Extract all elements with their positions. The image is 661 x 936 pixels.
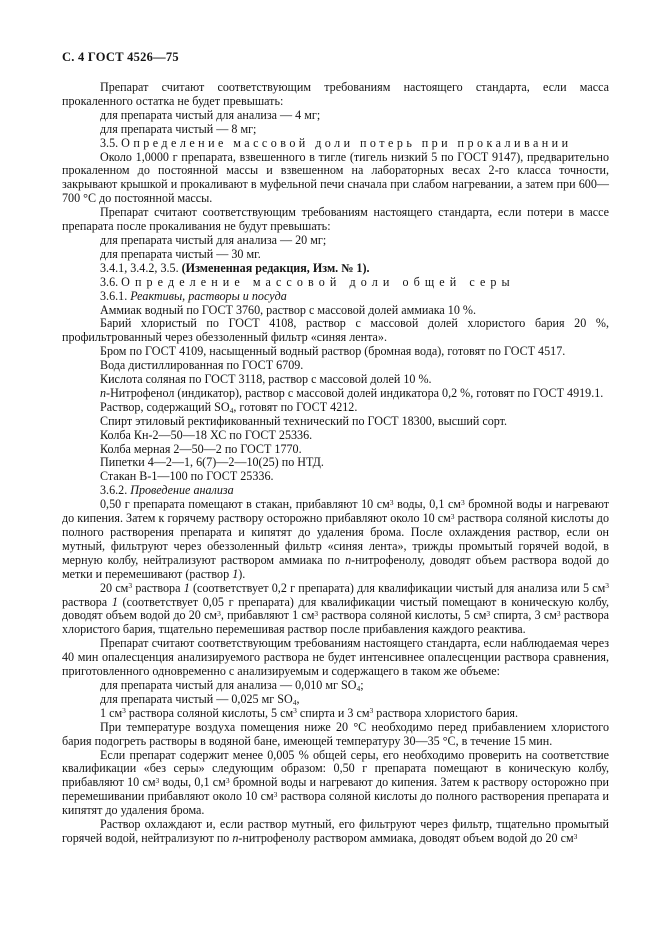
text-run: 3	[155, 775, 160, 785]
text-run: Спирт этиловый ректификованный технический по ГОСТ 18300, высший сорт.	[100, 413, 508, 428]
paragraph	[62, 151, 609, 207]
text-run: Кислота соляная по ГОСТ 3118, раствор с массовой долей 10 %.	[100, 372, 432, 387]
text-run: Раствор, содержащий SO	[100, 399, 230, 414]
section-heading	[62, 137, 609, 151]
paragraph	[62, 749, 609, 819]
paragraph	[62, 456, 609, 470]
list-line	[62, 693, 609, 707]
text-run: раствора	[62, 594, 112, 609]
text-run: (соответствует 0,05 г препарата) для квалификации чистый помещают в коническую колбу, доводят объем водой до 20 см	[62, 594, 609, 623]
text-run: раствора	[132, 580, 184, 595]
list-line	[62, 248, 609, 262]
text-run: для препарата чистый — 0,025 мг SO	[100, 691, 293, 706]
paragraph	[62, 818, 609, 846]
paragraph	[62, 81, 609, 109]
amendment-note	[62, 262, 609, 276]
text-run: Препарат считают соответствующим требованиям настоящего стандарта, если потери в массе препарата после прокаливания не будут превышать:	[62, 205, 609, 234]
text-run: Барий хлористый по ГОСТ 4108, раствор с массовой долей хлористого бария 20 %, профильтрованный через обеззоленный фильтр «синяя лента».	[62, 316, 609, 345]
text-run: Пипетки 4—2—1, 6(7)—2—10(25) по НТД.	[100, 455, 324, 470]
text-run: Аммиак водный по ГОСТ 3760, раствор с массовой долей аммиака 10 %.	[100, 302, 477, 317]
text-run: раствора хлористого бария.	[373, 705, 518, 720]
text-run: 3	[293, 706, 297, 716]
text-run: 4	[229, 405, 234, 415]
text-run: (соответствует 0,2 г препарата) для квалификации чистый для анализа или 5 см	[189, 580, 606, 595]
text-run: бромной воды и нагревают до кипения. Затем к горячему раствору осторожно прибавляют около 10 см	[62, 497, 609, 526]
text-run: для препарата чистый для анализа — 4 мг;	[100, 107, 321, 122]
document-body	[62, 81, 609, 846]
text-run: 1	[183, 580, 190, 595]
text-run: Стакан В-1—100 по ГОСТ 25336.	[100, 469, 274, 484]
text-run: для препарата чистый — 30 мг.	[100, 246, 261, 261]
text-run: Реактивы, растворы и посуда	[130, 288, 287, 303]
text-run: 0,50 г препарата помещают в стакан, прибавляют 10 см	[100, 497, 390, 512]
list-line	[62, 679, 609, 693]
list-line	[62, 234, 609, 248]
text-run: для препарата чистый для анализа — 20 мг;	[100, 232, 327, 247]
text-run: для препарата чистый для анализа — 0,010 мг SO	[100, 677, 357, 692]
text-run: 3.6.1.	[100, 288, 131, 303]
list-line	[62, 109, 609, 123]
text-run: , прибавляют 1 см	[220, 608, 315, 623]
text-run: п	[345, 552, 352, 567]
paragraph	[62, 429, 609, 443]
paragraph	[62, 721, 609, 749]
text-run: раствора соляной кислоты, 5 см	[318, 608, 487, 623]
text-run: 3	[556, 609, 561, 619]
text-run: воды, 0,1 см	[159, 775, 226, 790]
subsection-heading	[62, 290, 609, 304]
text-run: раствора соляной кислоты, 5 см	[125, 705, 294, 720]
text-run: 4	[356, 684, 361, 694]
text-run: 3	[460, 497, 465, 507]
section-heading	[62, 276, 609, 290]
text-run: 3	[573, 831, 578, 841]
text-run: Колба мерная 2—50—2 по ГОСТ 1770.	[100, 441, 302, 456]
text-run: 3	[314, 609, 319, 619]
text-run: 3	[217, 609, 221, 619]
text-run: спирта и 3 см	[296, 705, 370, 720]
paragraph	[62, 317, 609, 345]
page-header: С. 4 ГОСТ 4526—75	[62, 50, 179, 64]
text-run: (Измененная редакция, Изм. № 1).	[181, 260, 370, 275]
list-line	[62, 707, 609, 721]
paragraph	[62, 359, 609, 373]
paragraph	[62, 637, 609, 679]
text-run: 3	[128, 581, 133, 591]
text-run: бромной воды и нагревают до кипения. Затем к раствору осторожно при перемешивании прибавляют около 10 см	[62, 775, 609, 804]
paragraph	[62, 582, 609, 638]
text-run: Вода дистиллированная по ГОСТ 6709.	[100, 358, 304, 373]
text-run: п	[100, 385, 107, 400]
text-run: ).	[238, 566, 246, 581]
text-run: 3	[122, 706, 126, 716]
paragraph	[62, 206, 609, 234]
text-run: При температуре воздуха помещения ниже 20 °С необходимо перед прибавлением хлористого бария подогреть растворы в водяной бане, имеющей температуру 30—35 °С, в течение 15 мин.	[62, 719, 609, 748]
text-run: раствора соляной кислоты до полного растворения препарата и кипятят до удаления брома. После охлаждения раствор, если он мутный, фильтруют через обеззоленный фильтр «синяя лента», трижды промытый горячей водой, в мерную колбу, нейтрализуют раствором аммиака по	[62, 511, 609, 567]
text-run: спирта, 3 см	[490, 608, 557, 623]
text-run: 3.4.1, 3.4.2, 3.5.	[100, 260, 182, 275]
text-run: Определение массовой доли общей серы	[121, 274, 515, 289]
text-run: -нитрофенолу, доводят объем раствора водой до метки и перемешивают (раствор	[62, 552, 609, 581]
text-run: 3.6.	[100, 274, 122, 289]
text-run: раствора соляной кислоты до полного растворения препарата и кипятят до удаления брома.	[62, 789, 609, 818]
text-run: для препарата чистый — 8 мг;	[100, 121, 257, 136]
paragraph	[62, 401, 609, 415]
text-run: 3	[605, 581, 609, 591]
text-run: 4	[292, 697, 297, 707]
text-run: Определение массовой доли потерь при прокаливании	[121, 135, 572, 150]
text-run: , готовят по ГОСТ 4212.	[233, 399, 358, 414]
paragraph	[62, 470, 609, 484]
text-run: 1	[232, 566, 239, 581]
text-run: 3	[369, 706, 374, 716]
paragraph	[62, 415, 609, 429]
text-run: 1 см	[100, 705, 123, 720]
text-run: 3.6.2.	[100, 483, 131, 498]
paragraph	[62, 498, 609, 581]
paragraph	[62, 373, 609, 387]
text-run: -Нитрофенол (индикатор), раствор с массовой долей индикатора 0,2 %, готовят по ГОСТ 4919.1.	[106, 385, 604, 400]
text-run: 3.5.	[100, 135, 122, 150]
text-run: 3	[225, 775, 230, 785]
text-run: 3	[450, 511, 455, 521]
text-run: раствора хлористого бария, тщательно перемешивая раствор после прибавления каждого реактива.	[62, 608, 609, 637]
text-run: 1	[111, 594, 118, 609]
list-line	[62, 123, 609, 137]
text-run: Около 1,0000 г препарата, взвешенного в тигле (тигель низкий 5 по ГОСТ 9147), предварительно прокаленном до постоянной массы и взвешенном на лабораторных весах 2-го класса точности, закрывают крышкой и прокаливают в муфельной печи сначала при слабом нагревании, а затем при 600—700 °С до постоянной массы.	[62, 149, 609, 206]
text-run: Колба Кн-2—50—18 ХС по ГОСТ 25336.	[100, 427, 313, 442]
text-run: 3	[389, 497, 394, 507]
subsection-heading	[62, 484, 609, 498]
text-run: воды, 0,1 см	[393, 497, 461, 512]
text-run: Препарат считают соответствующим требованиям настоящего стандарта, если наблюдаемая через 40 мин опалесценция анализируемого раствора не будет интенсивнее опалесценции раствора сравнения, приготовленного одновременно с анализируемым и содержащего в таком же объеме:	[62, 636, 609, 679]
text-run: Препарат считают соответствующим требованиям настоящего стандарта, если масса прокаленного остатка не будет превышать:	[62, 80, 609, 108]
text-run: п	[232, 830, 239, 845]
paragraph	[62, 443, 609, 457]
text-run: ;	[360, 677, 364, 692]
text-run: 3	[486, 609, 491, 619]
text-run: Бром по ГОСТ 4109, насыщенный водный раствор (бромная вода), готовят по ГОСТ 4517.	[100, 344, 566, 359]
paragraph	[62, 387, 609, 401]
text-run: -нитрофенолу раствором аммиака, доводят объем водой до 20 см	[238, 830, 574, 845]
text-run: 20 см	[100, 580, 129, 595]
text-run: Если препарат содержит менее 0,005 % общей серы, его необходимо проверить на соответствие квалификации «без серы» следующим образом: 0,50 г препарата помещают в коническую колбу, прибавляют 10 см	[62, 747, 609, 790]
paragraph	[62, 304, 609, 318]
text-run: 3	[273, 789, 278, 799]
text-run: Раствор охлаждают и, если раствор мутный, его фильтруют через фильтр, тщательно промытый горячей водой, нейтрализуют по	[62, 817, 609, 845]
text-run: Проведение анализа	[130, 483, 234, 498]
text-run: ,	[296, 691, 300, 706]
paragraph	[62, 345, 609, 359]
